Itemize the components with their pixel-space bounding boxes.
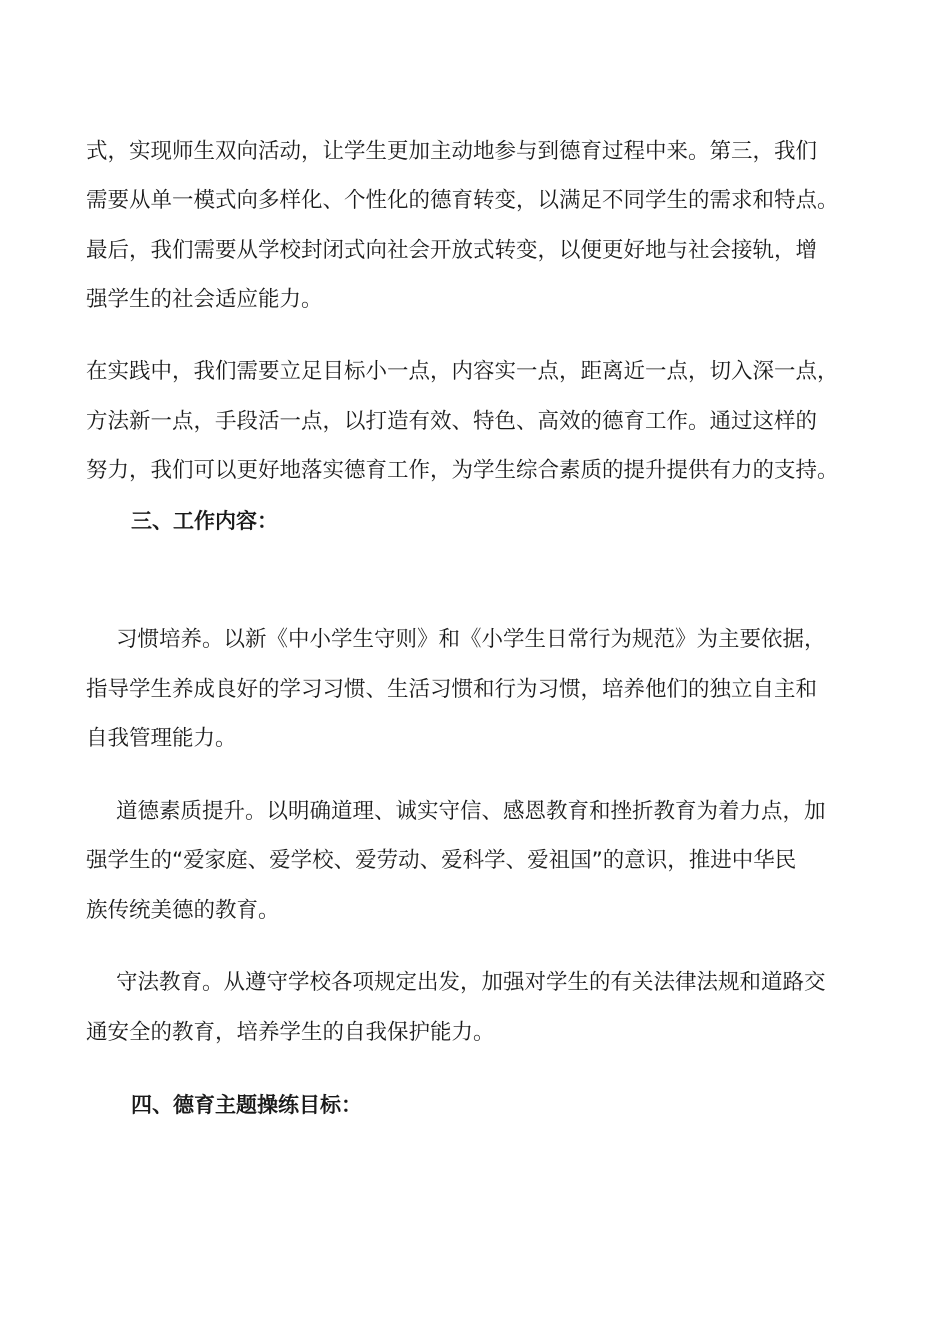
paragraph-4-line-1: 道德素质提升。以明确道理、诚实守信、感恩教育和挫折教育为着力点，加 [116, 799, 826, 824]
paragraph-1-line-2: 需要从单一模式向多样化、个性化的德育转变，以满足不同学生的需求和特点。 [86, 188, 839, 213]
paragraph-4-line-3: 族传统美德的教育。 [86, 898, 280, 923]
paragraph-5-line-1: 守法教育。从遵守学校各项规定出发，加强对学生的有关法律法规和道路交 [116, 970, 826, 995]
section-heading-work-content: 三、工作内容： [131, 509, 278, 533]
paragraph-1-line-3: 最后，我们需要从学校封闭式向社会开放式转变，以便更好地与社会接轨，增 [86, 238, 818, 263]
paragraph-3-line-2: 指导学生养成良好的学习习惯、生活习惯和行为习惯，培养他们的独立自主和 [86, 677, 818, 702]
paragraph-3-line-1: 习惯培养。以新《中小学生守则》和《小学生日常行为规范》为主要依据， [116, 627, 826, 652]
paragraph-1-line-4: 强学生的社会适应能力。 [86, 287, 323, 312]
paragraph-1-line-1: 式，实现师生双向活动，让学生更加主动地参与到德育过程中来。第三，我们 [86, 139, 818, 164]
paragraph-3-line-3: 自我管理能力。 [86, 726, 237, 751]
paragraph-5-line-2: 通安全的教育，培养学生的自我保护能力。 [86, 1020, 495, 1045]
paragraph-2-line-2: 方法新一点，手段活一点，以打造有效、特色、高效的德育工作。通过这样的 [86, 409, 818, 434]
paragraph-2-line-3: 努力，我们可以更好地落实德育工作，为学生综合素质的提升提供有力的支持。 [86, 458, 839, 483]
section-heading-moral-theme-goals: 四、德育主题操练目标： [131, 1093, 362, 1117]
paragraph-2-line-1: 在实践中，我们需要立足目标小一点，内容实一点，距离近一点，切入深一点， [86, 359, 839, 384]
paragraph-4-line-2: 强学生的“爱家庭、爱学校、爱劳动、爱科学、爱祖国”的意识，推进中华民 [86, 848, 797, 873]
